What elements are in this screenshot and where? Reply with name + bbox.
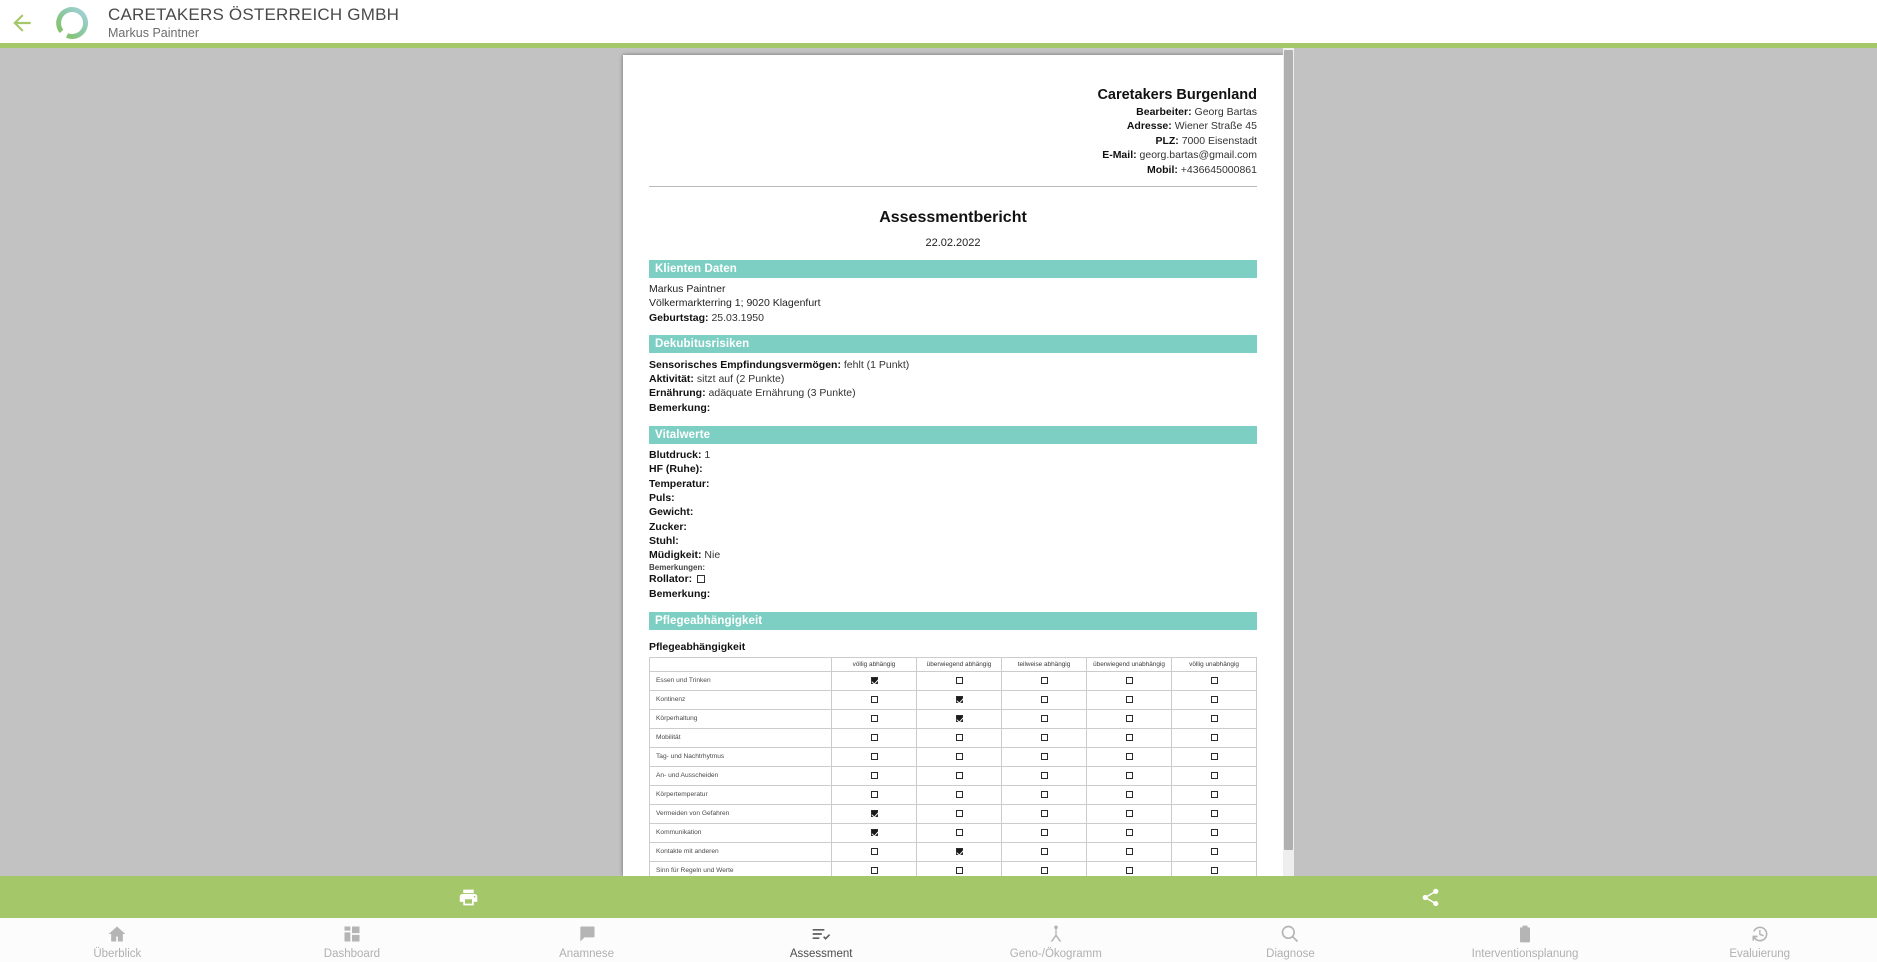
list-check-icon bbox=[811, 924, 831, 944]
rollator-label: Rollator: bbox=[649, 573, 693, 586]
checkbox-unchecked[interactable] bbox=[1126, 867, 1133, 874]
checkbox-checked[interactable] bbox=[871, 829, 878, 836]
section-body-klienten-daten bbox=[649, 278, 1257, 325]
letterhead-value: 7000 Eisenstadt bbox=[1181, 134, 1257, 147]
bottom-navigation bbox=[0, 918, 1877, 962]
print-icon bbox=[458, 887, 479, 908]
checkbox-unchecked[interactable] bbox=[956, 753, 963, 760]
pflege-cell[interactable] bbox=[1002, 690, 1087, 709]
nav-item-assessment[interactable] bbox=[704, 918, 939, 962]
vital-label: Blutdruck: bbox=[649, 449, 702, 462]
checkbox-unchecked[interactable] bbox=[1126, 848, 1133, 855]
pflege-cell[interactable] bbox=[1002, 842, 1087, 861]
vital-row bbox=[649, 535, 1257, 548]
search-icon bbox=[1280, 924, 1300, 944]
checkbox-checked[interactable] bbox=[956, 696, 963, 703]
checkbox-unchecked[interactable] bbox=[956, 810, 963, 817]
dekubitus-row bbox=[649, 387, 1257, 400]
company-title: CARETAKERS ÖSTERREICH GMBH bbox=[108, 4, 400, 24]
pflege-row-label: Mobilität bbox=[650, 728, 832, 747]
vital-row bbox=[649, 521, 1257, 534]
pflege-row-label: Essen und Trinken bbox=[650, 671, 832, 690]
pflege-cell[interactable] bbox=[1002, 804, 1087, 823]
client-name: Markus Paintner bbox=[649, 283, 726, 295]
nav-icon-wrap bbox=[1750, 924, 1770, 945]
checkbox-unchecked[interactable] bbox=[871, 791, 878, 798]
pflege-row-label: Körperhaltung bbox=[650, 709, 832, 728]
report-date: 22.02.2022 bbox=[925, 236, 981, 249]
nav-icon-wrap bbox=[1515, 924, 1535, 945]
checkbox-unchecked[interactable] bbox=[1126, 772, 1133, 779]
table-row bbox=[650, 842, 1257, 861]
pflege-row-label: Körpertemperatur bbox=[650, 785, 832, 804]
clipboard-icon bbox=[1515, 924, 1535, 944]
vital-bemerkung-row bbox=[649, 588, 1257, 601]
checkbox-unchecked[interactable] bbox=[1211, 867, 1218, 874]
nav-item-diagnose[interactable] bbox=[1173, 918, 1408, 962]
letterhead-label: Mobil: bbox=[1146, 163, 1178, 176]
checkbox-unchecked[interactable] bbox=[871, 867, 878, 874]
pflege-cell[interactable] bbox=[917, 766, 1002, 785]
pflege-cell[interactable] bbox=[1087, 823, 1172, 842]
dekubitus-value: sitzt auf (2 Punkte) bbox=[696, 373, 785, 386]
checkbox-unchecked[interactable] bbox=[1041, 677, 1048, 684]
dekubitus-label: Aktivität: bbox=[649, 373, 694, 386]
vital-row bbox=[649, 506, 1257, 519]
pflege-cell[interactable] bbox=[1002, 823, 1087, 842]
table-row bbox=[650, 728, 1257, 747]
share-button[interactable] bbox=[1420, 887, 1441, 908]
pflege-cell[interactable] bbox=[917, 823, 1002, 842]
letterhead-value: georg.bartas@gmail.com bbox=[1139, 149, 1257, 161]
section-header-vitalwerte: Vitalwerte bbox=[649, 426, 1257, 444]
pflege-cell[interactable] bbox=[1087, 690, 1172, 709]
checkbox-unchecked[interactable] bbox=[1126, 696, 1133, 703]
checkbox-checked[interactable] bbox=[871, 677, 878, 684]
pflege-cell[interactable] bbox=[1172, 747, 1257, 766]
pflege-cell[interactable] bbox=[1172, 766, 1257, 785]
checkbox-unchecked[interactable] bbox=[1126, 677, 1133, 684]
checkbox-unchecked[interactable] bbox=[871, 696, 878, 703]
table-row bbox=[650, 747, 1257, 766]
nav-item-geno-kogramm[interactable] bbox=[939, 918, 1174, 962]
checkbox-unchecked[interactable] bbox=[871, 734, 878, 741]
action-bar bbox=[0, 876, 1877, 918]
checkbox-checked[interactable] bbox=[956, 848, 963, 855]
letterhead-divider bbox=[649, 186, 1257, 187]
checkbox-unchecked[interactable] bbox=[871, 715, 878, 722]
letterhead-value: Wiener Straße 45 bbox=[1174, 120, 1257, 132]
pflege-cell[interactable] bbox=[1002, 766, 1087, 785]
checkbox-unchecked[interactable] bbox=[1126, 753, 1133, 760]
report-title: Assessmentbericht bbox=[879, 208, 1027, 226]
pflege-cell[interactable] bbox=[1002, 671, 1087, 690]
vital-bemerkungen-label: Bemerkungen: bbox=[649, 562, 706, 572]
checkbox-unchecked[interactable] bbox=[1041, 772, 1048, 779]
nav-item-dashboard[interactable] bbox=[235, 918, 470, 962]
checkbox-unchecked[interactable] bbox=[1126, 715, 1133, 722]
checkbox-unchecked[interactable] bbox=[956, 734, 963, 741]
pflege-cell[interactable] bbox=[1087, 785, 1172, 804]
checkbox-unchecked[interactable] bbox=[956, 677, 963, 684]
checkbox-checked[interactable] bbox=[956, 715, 963, 722]
nav-item-label: Überblick bbox=[93, 947, 142, 960]
vital-bemerkung-label: Bemerkung: bbox=[649, 587, 711, 600]
checkbox-unchecked[interactable] bbox=[1211, 791, 1218, 798]
pflege-cell[interactable] bbox=[1172, 709, 1257, 728]
vital-row bbox=[649, 492, 1257, 505]
pflege-cell[interactable] bbox=[1002, 747, 1087, 766]
nav-item-label: Dashboard bbox=[323, 947, 381, 960]
client-birthday-value: 25.03.1950 bbox=[711, 311, 764, 324]
letterhead-row bbox=[649, 120, 1257, 132]
dekubitus-row bbox=[649, 359, 1257, 372]
pflege-cell[interactable] bbox=[917, 842, 1002, 861]
pflege-cell[interactable] bbox=[917, 671, 1002, 690]
pflege-cell[interactable] bbox=[1002, 709, 1087, 728]
pflege-row-label: Kontakte mit anderen bbox=[650, 842, 832, 861]
vital-label: Temperatur: bbox=[649, 477, 710, 490]
table-corner-cell bbox=[650, 657, 832, 671]
letterhead-label: PLZ: bbox=[1155, 134, 1179, 147]
column-header: überwiegend unabhängig bbox=[1087, 657, 1172, 671]
nav-item-evaluierung[interactable] bbox=[1642, 918, 1877, 962]
app-header bbox=[0, 0, 1877, 45]
checkbox-unchecked[interactable] bbox=[1126, 810, 1133, 817]
nav-icon-wrap bbox=[342, 924, 362, 945]
letterhead-row bbox=[649, 149, 1257, 161]
app-logo bbox=[44, 0, 100, 45]
checkbox-unchecked[interactable] bbox=[956, 829, 963, 836]
checkbox-unchecked[interactable] bbox=[1041, 734, 1048, 741]
pflege-cell[interactable] bbox=[832, 766, 917, 785]
rollator-checkbox[interactable] bbox=[697, 575, 705, 583]
checkbox-unchecked[interactable] bbox=[1211, 772, 1218, 779]
dashboard-grid-icon bbox=[342, 924, 362, 944]
pflege-row-label: Tag- und Nachtrhytmus bbox=[650, 747, 832, 766]
section-body-vitalwerte bbox=[649, 444, 1257, 601]
pflege-cell[interactable] bbox=[1087, 709, 1172, 728]
vital-label: Müdigkeit: bbox=[649, 549, 702, 562]
pflege-cell[interactable] bbox=[1172, 728, 1257, 747]
dekubitus-row bbox=[649, 402, 1257, 415]
checkbox-unchecked[interactable] bbox=[1041, 867, 1048, 874]
pflege-cell[interactable] bbox=[832, 823, 917, 842]
chat-bubble-icon bbox=[577, 924, 597, 944]
letterhead-label: E-Mail: bbox=[1102, 149, 1137, 161]
dekubitus-label: Sensorisches Empfindungsvermögen: bbox=[649, 358, 841, 371]
checkbox-unchecked[interactable] bbox=[1211, 715, 1218, 722]
vital-row bbox=[649, 463, 1257, 476]
pflege-cell[interactable] bbox=[1087, 842, 1172, 861]
dekubitus-row bbox=[649, 373, 1257, 386]
letterhead-row bbox=[649, 106, 1257, 118]
checkbox-unchecked[interactable] bbox=[871, 753, 878, 760]
vital-row bbox=[649, 549, 1257, 562]
checkbox-unchecked[interactable] bbox=[956, 791, 963, 798]
checkbox-unchecked[interactable] bbox=[1126, 791, 1133, 798]
header-titles bbox=[108, 5, 399, 41]
vital-label: Zucker: bbox=[649, 520, 687, 533]
nav-item-label: Assessment bbox=[789, 947, 853, 960]
pflege-cell[interactable] bbox=[832, 842, 917, 861]
share-icon bbox=[1420, 887, 1441, 908]
pflege-cell[interactable] bbox=[1087, 728, 1172, 747]
pflege-cell[interactable] bbox=[1172, 804, 1257, 823]
table-row bbox=[650, 823, 1257, 842]
nav-item-label: Geno-/Ökogramm bbox=[1009, 947, 1102, 960]
pflege-row-label: Vermeiden von Gefahren bbox=[650, 804, 832, 823]
nav-icon-wrap bbox=[107, 924, 127, 945]
caretakers-circle-logo bbox=[52, 3, 92, 43]
back-button[interactable] bbox=[0, 0, 44, 45]
checkbox-unchecked[interactable] bbox=[956, 772, 963, 779]
pflege-row-label: Kommunikation bbox=[650, 823, 832, 842]
letterhead-label: Adresse: bbox=[1126, 120, 1172, 132]
client-name-subtitle: Markus Paintner bbox=[108, 26, 200, 41]
pflege-cell[interactable] bbox=[832, 785, 917, 804]
client-birthday-row bbox=[649, 312, 1257, 325]
pflege-cell[interactable] bbox=[917, 728, 1002, 747]
history-clock-icon bbox=[1750, 924, 1770, 944]
pflege-subtitle: Pflegeabhängigkeit bbox=[649, 640, 746, 653]
nav-item-label: Interventionsplanung bbox=[1471, 947, 1579, 960]
vital-label: Gewicht: bbox=[649, 506, 694, 519]
letterhead-row bbox=[649, 164, 1257, 176]
checkbox-unchecked[interactable] bbox=[1041, 829, 1048, 836]
pflege-cell[interactable] bbox=[1087, 747, 1172, 766]
pflege-cell[interactable] bbox=[832, 728, 917, 747]
nav-icon-wrap bbox=[811, 924, 831, 945]
pflege-row-label: An- und Ausscheiden bbox=[650, 766, 832, 785]
pflege-cell[interactable] bbox=[832, 709, 917, 728]
column-header: teilweise abhängig bbox=[1002, 657, 1087, 671]
checkbox-unchecked[interactable] bbox=[1041, 848, 1048, 855]
pflege-cell[interactable] bbox=[1002, 728, 1087, 747]
report-page bbox=[623, 55, 1283, 876]
table-row bbox=[650, 766, 1257, 785]
column-header: überwiegend abhängig bbox=[917, 657, 1002, 671]
section-body-dekubitusrisiken bbox=[649, 353, 1257, 414]
pflege-cell[interactable] bbox=[1172, 671, 1257, 690]
dekubitus-label: Bemerkung: bbox=[649, 401, 711, 414]
checkbox-unchecked[interactable] bbox=[1211, 753, 1218, 760]
pflege-cell[interactable] bbox=[1087, 671, 1172, 690]
nav-icon-wrap bbox=[1046, 924, 1066, 945]
checkbox-checked[interactable] bbox=[871, 810, 878, 817]
checkbox-unchecked[interactable] bbox=[1041, 791, 1048, 798]
column-header: völlig abhängig bbox=[832, 657, 917, 671]
checkbox-unchecked[interactable] bbox=[1126, 829, 1133, 836]
pflege-cell[interactable] bbox=[832, 747, 917, 766]
pflege-cell[interactable] bbox=[832, 690, 917, 709]
pflege-cell[interactable] bbox=[1002, 785, 1087, 804]
checkbox-unchecked[interactable] bbox=[1211, 848, 1218, 855]
pflege-cell[interactable] bbox=[917, 785, 1002, 804]
table-header-row bbox=[650, 657, 1257, 671]
pflege-cell[interactable] bbox=[917, 690, 1002, 709]
pflege-cell[interactable] bbox=[1172, 842, 1257, 861]
pflege-row-label: Sinn für Regeln und Werte bbox=[650, 861, 832, 880]
nav-item-label: Diagnose bbox=[1266, 947, 1315, 960]
nav-item-label: Anamnese bbox=[559, 947, 615, 960]
letterhead bbox=[649, 73, 1257, 176]
pflege-cell[interactable] bbox=[1172, 690, 1257, 709]
pflege-cell[interactable] bbox=[832, 804, 917, 823]
letterhead-company: Caretakers Burgenland bbox=[1097, 87, 1257, 103]
letterhead-value: +436645000861 bbox=[1180, 163, 1257, 176]
genogram-node-icon bbox=[1046, 924, 1066, 944]
checkbox-unchecked[interactable] bbox=[1041, 715, 1048, 722]
pflege-cell[interactable] bbox=[1172, 785, 1257, 804]
nav-item-berblick[interactable] bbox=[0, 918, 235, 962]
vital-label: Puls: bbox=[649, 491, 675, 504]
client-address: Völkermarkterring 1; 9020 Klagenfurt bbox=[649, 297, 821, 310]
client-birthday-label: Geburtstag: bbox=[649, 311, 709, 324]
dekubitus-value: adäquate Ernährung (3 Punkte) bbox=[708, 387, 856, 400]
checkbox-unchecked[interactable] bbox=[1211, 810, 1218, 817]
table-row bbox=[650, 804, 1257, 823]
nav-item-interventionsplanung[interactable] bbox=[1408, 918, 1643, 962]
nav-icon-wrap bbox=[577, 924, 597, 945]
table-row bbox=[650, 671, 1257, 690]
pflege-cell[interactable] bbox=[917, 747, 1002, 766]
table-row bbox=[650, 709, 1257, 728]
checkbox-unchecked[interactable] bbox=[1211, 677, 1218, 684]
rollator-row bbox=[649, 573, 1257, 586]
checkbox-unchecked[interactable] bbox=[871, 772, 878, 779]
pflege-cell[interactable] bbox=[832, 671, 917, 690]
vital-label: HF (Ruhe): bbox=[649, 463, 703, 476]
vital-value: 1 bbox=[704, 449, 711, 462]
pflege-cell[interactable] bbox=[1087, 804, 1172, 823]
letterhead-label: Bearbeiter: bbox=[1136, 105, 1192, 118]
nav-item-anamnese[interactable] bbox=[469, 918, 704, 962]
table-row bbox=[650, 690, 1257, 709]
checkbox-unchecked[interactable] bbox=[1126, 734, 1133, 741]
column-header: völlig unabhängig bbox=[1172, 657, 1257, 671]
pflege-row-label: Kontinenz bbox=[650, 690, 832, 709]
nav-icon-wrap bbox=[1280, 924, 1300, 945]
checkbox-unchecked[interactable] bbox=[956, 867, 963, 874]
letterhead-row bbox=[649, 135, 1257, 147]
dekubitus-value: fehlt (1 Punkt) bbox=[843, 358, 910, 371]
checkbox-unchecked[interactable] bbox=[871, 848, 878, 855]
checkbox-unchecked[interactable] bbox=[1211, 696, 1218, 703]
checkbox-unchecked[interactable] bbox=[1041, 753, 1048, 760]
table-row bbox=[650, 785, 1257, 804]
vertical-scrollbar-thumb[interactable] bbox=[1284, 50, 1293, 850]
section-header-klienten-daten: Klienten Daten bbox=[649, 260, 1257, 278]
nav-item-label: Evaluierung bbox=[1729, 947, 1791, 960]
vital-value: Nie bbox=[704, 549, 721, 562]
vital-label: Stuhl: bbox=[649, 534, 679, 547]
vital-row bbox=[649, 449, 1257, 462]
home-icon bbox=[107, 924, 127, 944]
checkbox-unchecked[interactable] bbox=[1041, 696, 1048, 703]
checkbox-unchecked[interactable] bbox=[1041, 810, 1048, 817]
print-button[interactable] bbox=[458, 887, 479, 908]
pflege-cell[interactable] bbox=[1172, 823, 1257, 842]
dekubitus-label: Ernährung: bbox=[649, 387, 706, 400]
section-header-dekubitusrisiken: Dekubitusrisiken bbox=[649, 335, 1257, 353]
pflege-cell[interactable] bbox=[917, 709, 1002, 728]
letterhead-value: Georg Bartas bbox=[1194, 105, 1257, 118]
checkbox-unchecked[interactable] bbox=[1211, 829, 1218, 836]
vital-row bbox=[649, 478, 1257, 491]
section-header-pflegeabhaengigkeit: Pflegeabhängigkeit bbox=[649, 612, 1257, 630]
arrow-left-icon bbox=[9, 10, 35, 36]
pflege-cell[interactable] bbox=[1087, 766, 1172, 785]
checkbox-unchecked[interactable] bbox=[1211, 734, 1218, 741]
pflege-cell[interactable] bbox=[917, 804, 1002, 823]
